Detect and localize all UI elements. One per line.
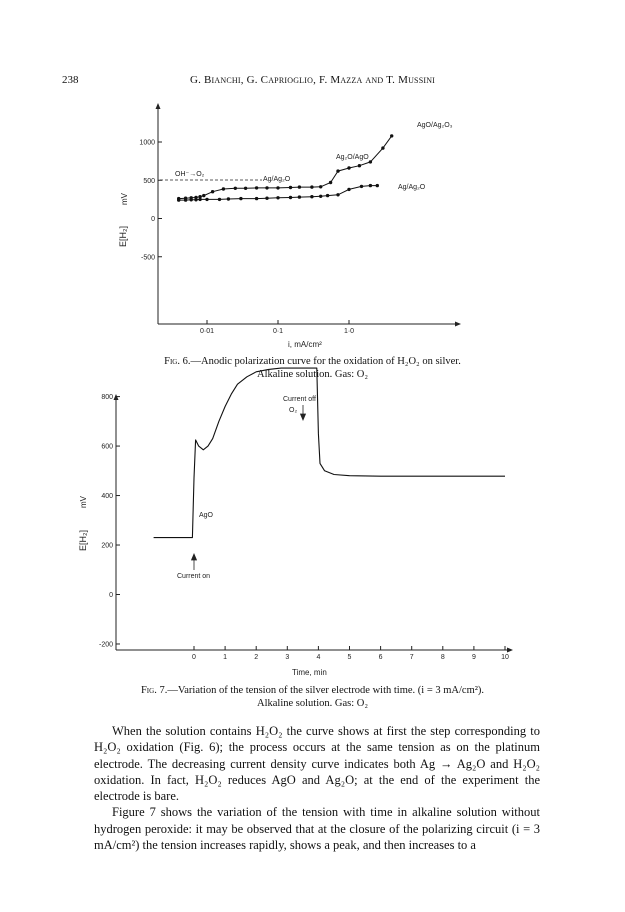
- fig7-x-tick-label: 7: [409, 654, 414, 661]
- fig6-y-unit: mV: [120, 193, 129, 205]
- fig6-caption-line2: Alkaline solution. Gas: O₂: [257, 369, 368, 380]
- fig7-y-tick-label: 0: [109, 592, 113, 599]
- fig7-arrows: [192, 405, 306, 570]
- page-number: 238: [62, 74, 79, 86]
- body-text: [94, 723, 540, 853]
- fig7-y-tick-label: 200: [101, 542, 113, 550]
- fig6-label-oh-o2: OH⁻→O₂: [175, 171, 205, 178]
- fig7-x-ticks: [192, 646, 509, 661]
- fig7-x-tick-label: 2: [254, 654, 259, 661]
- fig7-x-tick-label: 3: [285, 654, 290, 661]
- fig7-label-o2: O₂: [289, 407, 298, 414]
- fig6-y-tick-label: -500: [140, 254, 155, 262]
- fig7-y-tick-label: 600: [101, 443, 113, 451]
- fig7-x-tick-label: 0: [192, 654, 196, 661]
- fig7-y-unit: mV: [79, 496, 88, 508]
- fig7-label-current-on: Current on: [177, 573, 211, 580]
- fig7-x-tick-label: 9: [471, 654, 476, 661]
- fig7-caption-text: —Variation of the tension of the silver electrode with time. (i = 3 mA/cm²).: [167, 685, 485, 696]
- fig6-y-tick-label: 0: [151, 216, 155, 223]
- fig6-y-axis-label: E[H₂]: [118, 226, 128, 247]
- fig7-x-tick-label: 5: [347, 654, 352, 661]
- fig6-caption-label: Fig. 6.: [164, 356, 191, 367]
- fig7-caption-line2: Alkaline solution. Gas: O₂: [257, 698, 368, 709]
- fig6-x-axis-label: i, mA/cm²: [288, 340, 322, 349]
- fig7-x-tick-label: 10: [501, 654, 509, 661]
- fig7-x-arrow: [507, 648, 513, 653]
- fig6-caption-text: —Anodic polarization curve for the oxidation of H₂O₂ on silver.: [190, 356, 461, 367]
- paragraph-1: When the solution contains H₂O₂ the curve shows at first the step corresponding to H₂O₂ oxidation (Fig. 6); the process occurs at the same tension as on the platinum electrode. The decreasing current density curve indicates both Ag → Ag₂O and H₂O₂ oxidation. In fact, H₂O₂ reduces AgO and Ag₂O; at the end of the experiment the electrode is bare.: [94, 724, 540, 804]
- fig6-x-tick-label: 1·0: [343, 328, 355, 335]
- fig7-axes: [114, 394, 514, 653]
- fig6-label-ag-ag2o-upper: Ag/Ag₂O: [263, 176, 291, 183]
- fig7-caption: [0, 684, 625, 710]
- fig6-label-ag-ag2o-lower: Ag/Ag₂O: [398, 184, 426, 191]
- fig6-x-tick-label: 0·01: [199, 328, 215, 335]
- running-head-authors: G. Bianchi, G. Caprioglio, F. Mazza and T. Mussini: [189, 74, 436, 86]
- fig6-x-tick-label: 0·1: [272, 328, 284, 335]
- fig7-x-tick-label: 6: [378, 654, 383, 661]
- fig7-x-tick-label: 4: [316, 654, 321, 661]
- fig7-caption-label: Fig. 7.: [140, 685, 168, 696]
- fig6-y-tick-label: 1000: [139, 139, 155, 147]
- fig7-x-axis-label: Time, min: [292, 668, 327, 677]
- fig6-label-ag2o-ago: Ag₂O/AgO: [336, 154, 369, 161]
- fig7-y-tick-label: 800: [101, 394, 113, 402]
- fig7-label-current-off: Current off: [283, 396, 316, 403]
- fig7-y-tick-label: -200: [98, 641, 113, 649]
- fig6-label-ago-ag2o3: AgO/Ag₂O₃: [417, 122, 453, 129]
- fig7-y-axis-label: E[H₂]: [78, 530, 88, 551]
- fig7-y-tick-label: 400: [101, 493, 113, 501]
- fig7-x-tick-label: 1: [223, 654, 228, 661]
- fig7-y-ticks: [99, 394, 120, 648]
- fig7-label-ago: AgO: [199, 512, 214, 519]
- fig7-x-tick-label: 8: [440, 654, 445, 661]
- fig6-y-tick-label: 500: [143, 177, 155, 185]
- paragraph-2: Figure 7 shows the variation of the tension with time in alkaline solution without hydrogen peroxide: it may be observed that at the closure of the polarizing circuit (i = 3 mA/cm²) the tension increases rapidly, shows a peak, and then increases to a: [94, 805, 540, 853]
